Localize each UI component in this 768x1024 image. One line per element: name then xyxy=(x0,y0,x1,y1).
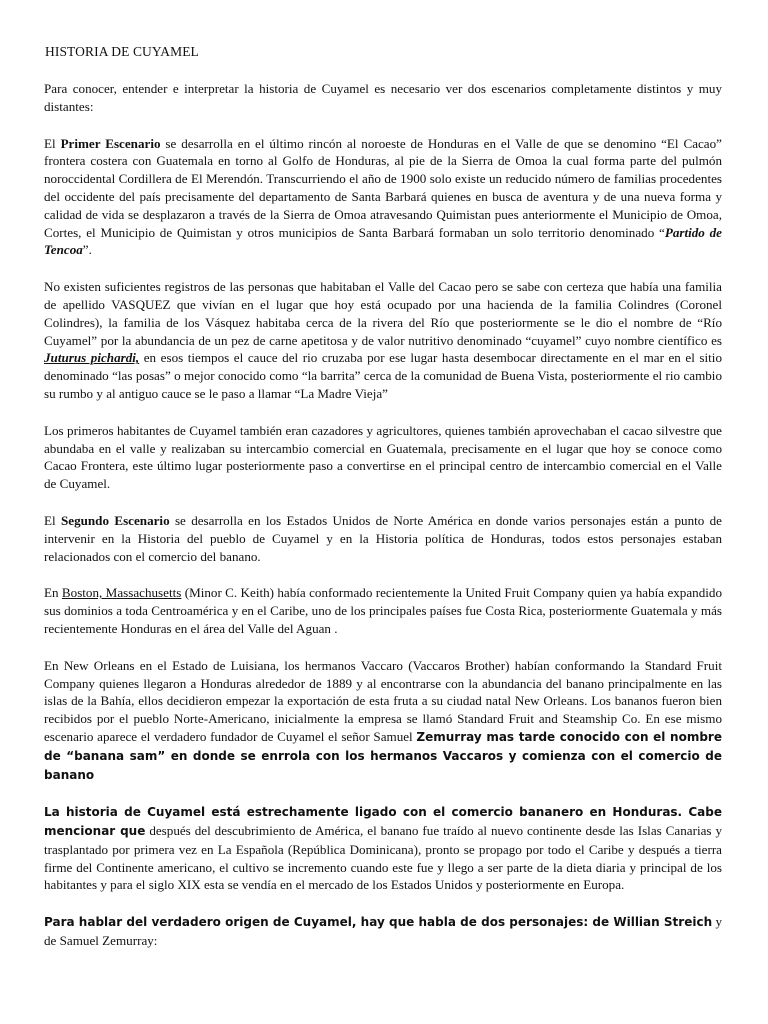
text-run: y de Samuel Zemurray: xyxy=(44,914,722,949)
boston-link-text: Boston, Massachusetts xyxy=(61,585,182,601)
origen-bold: Para hablar del verdadero origen de Cuyamel, hay que habla de dos personajes: de Willian Streich xyxy=(44,915,713,930)
paragraph-boston xyxy=(44,584,722,637)
paragraph-valle-del-cacao xyxy=(44,278,722,403)
text-run: (Minor C. Keith) había conformado recientemente la United Fruit Company quien ya había expandido sus dominios a toda Centroamérica y en el Caribe, uno de los principales países fue Costa Rica, posteriormente Guatemala y más recientemente Honduras en el área del Valle del Aguan . xyxy=(44,585,722,636)
partido-de-tencoa: Partido de Tencoa xyxy=(44,224,722,258)
paragraph-new-orleans xyxy=(44,657,722,785)
text-run: se desarrolla en el último rincón al noroeste de Honduras en el Valle de que se denomino “El Cacao” frontera costera con Guatemala en torno al Golfo de Honduras, al pie de la Sierra de Omoa la cual forma parte del pulmón noroccidental Cordillera de El Merendón. Transcurriendo el año de 1900 solo existe un reducido número de familias procedentes del occidente del país precisamente del departamento de Santa Barbará quienes en busca de aventura y de una nueva forma y calidad de vida se desplazaron a través de la Sierra de Omoa atravesando Quimistan pues anteriormente el Municipio de Omoa, Cortes, el Municipio de Quimistan y otros municipios de Santa Barbará formaban un solo territorio denominado “ xyxy=(44,135,722,240)
document-title: HISTORIA DE CUYAMEL xyxy=(45,44,199,59)
text-run: En New Orleans en el Estado de Luisiana, los hermanos Vaccaro (Vaccaros Brother) habían conformando la Standard Fruit Company quienes llegaron a Honduras alrededor de 1889 y al encontrarse con la abundancia del banano principalmente en las islas de la Bahía, ellos decidieron empezar la exportación de esta fruta a su ciudad natal New Orleans. Los bananos fueron bien recibidos por el pueblo Norte-Americano, inicialmente la empresa se llamó Standard Fruit and Steamship Co. En ese mismo escenario aparece el verdadero fundador de Cuyamel el señor Samuel xyxy=(44,657,722,744)
zemurray-bold-text: Zemurray mas tarde conocido con el nombre de “banana sam” en donde se enrrola con los hermanos Vaccaros y comienza con el comercio de banano xyxy=(44,729,722,782)
text-run: ”. xyxy=(82,242,92,258)
paragraph-intro xyxy=(44,80,722,116)
text-run: El xyxy=(44,135,61,151)
primer-escenario-label: Primer Escenario xyxy=(60,135,161,151)
text-run: En xyxy=(44,585,62,601)
paragraph-primeros-habitantes-text: Los primeros habitantes de Cuyamel también eran cazadores y agricultores, quienes también aprovechaban el cacao silvestre que abundaba en el valle y realizaban su intercambio comercial en Guatemala, precisamente en el lugar que hoy se conoce como Cacao Frontera, este último lugar posteriormente paso a convertirse en el principal centro de intercambio comercial en el Valle de Cuyamel. xyxy=(44,422,722,492)
paragraph-intro-text: Para conocer, entender e interpretar la historia de Cuyamel es necesario ver dos escenarios completamente distintos y muy distantes: xyxy=(44,81,722,114)
paragraph-origen xyxy=(44,913,722,950)
text-run: No existen suficientes registros de las personas que habitaban el Valle del Cacao pero se sabe con certeza que había una familia de apellido VASQUEZ que vivían en el lugar que hoy está ocupado por una hacienda de la familia Colindres (Coronel Colindres), la familia de los Vásquez habitaba cerca de la rivera del Río que posteriormente se le dio el nombre de “Río Cuyamel” por la abundancia de un pez de carne apetitosa y de valor nutritivo denominado “cuyamel” cuyo nombre científico es xyxy=(44,279,722,348)
paragraph-segundo-escenario xyxy=(44,512,722,565)
paragraph-primer-escenario xyxy=(44,135,722,260)
segundo-escenario-label: Segundo Escenario xyxy=(60,512,170,528)
text-run: El xyxy=(44,512,61,528)
paragraph-comercio-bananero xyxy=(44,803,722,894)
text-run: se desarrolla en los Estados Unidos de Norte América en donde varios personajes están a punto de intervenir en la Historia del pueblo de Cuyamel y en la Historia política de Honduras, todos estos personajes estaban relacionados con el comercio del banano. xyxy=(44,512,722,564)
comercio-bananero-bold: La historia de Cuyamel está estrechamente ligado con el comercio bananero en Honduras. Cabe mencionar que xyxy=(44,805,722,839)
scientific-name: Juturus pichardi, xyxy=(44,350,140,366)
paragraph-primeros-habitantes xyxy=(44,422,722,493)
text-run: en esos tiempos el cauce del rio cruzaba por ese lugar hasta desembocar directamente en el mar en el sitio denominado “las posas” o mejor conocido como “la barrita” cerca de la comunidad de Buena Vista, posteriormente el rio cambio su rumbo y al antiguo cauce se le paso a llamar “La Madre Vieja” xyxy=(44,350,722,401)
text-run: después del descubrimiento de América, el banano fue traído al nuevo continente desde las Islas Canarias y trasplantado por primera vez en La Española (República Dominicana), pronto se propago por todo el Caribe y después a tierra firme del Continente americano, el cultivo se incremento cuando este fue y llego a ser parte de la dieta diaria y principal de los habitantes y para el siglo XIX esta se vendía en el mercado de los Estados Unidos y posteriormente en Europa. xyxy=(44,823,722,893)
